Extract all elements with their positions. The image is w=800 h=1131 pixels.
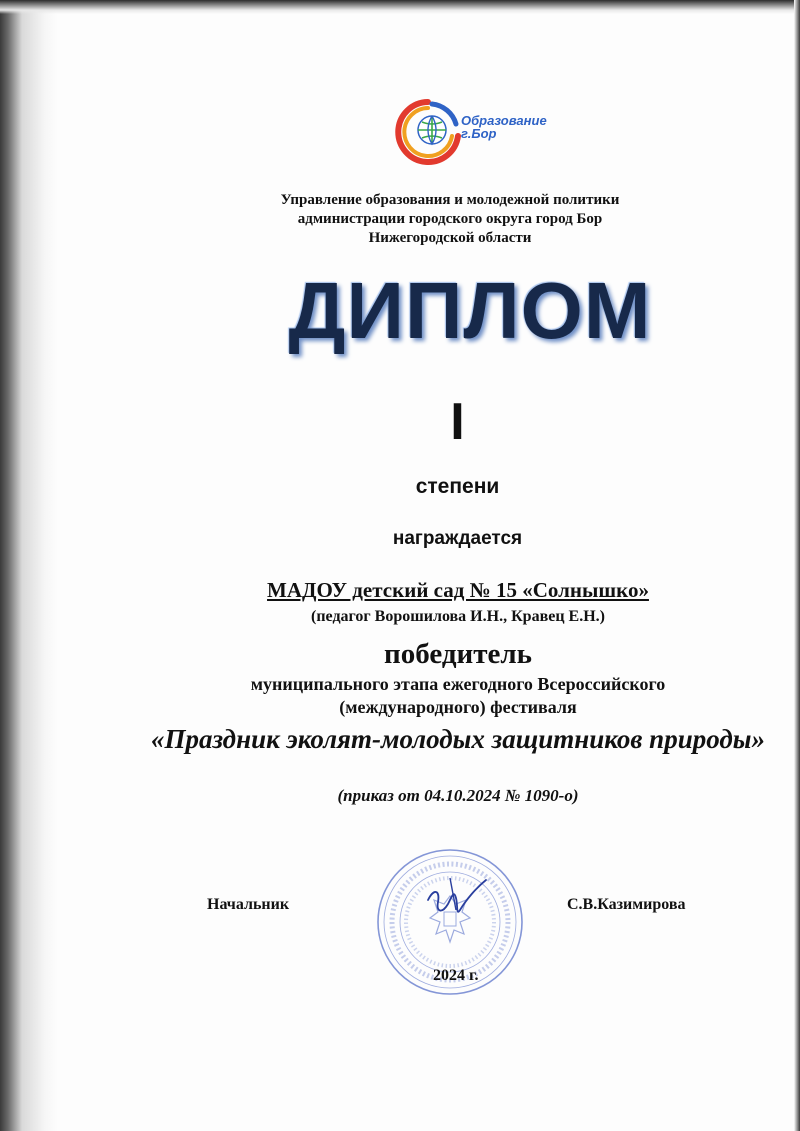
event-line1: муниципального этапа ежегодного Всероссийского	[250, 674, 666, 694]
order-reference: (приказ от 04.10.2024 № 1090-о)	[337, 786, 579, 805]
issuer-line2: администрации городского округа город Бор	[297, 211, 603, 227]
handwritten-signature-icon	[420, 870, 500, 930]
diploma-title: ДИПЛОМ	[288, 266, 652, 355]
globe-logo-icon	[392, 96, 464, 168]
signatory-role: Начальник	[207, 896, 290, 913]
scan-shadow-right	[794, 0, 800, 1131]
scan-shadow-top	[0, 0, 800, 14]
education-logo	[392, 96, 552, 168]
logo-text-line2: г.Бор	[461, 126, 497, 141]
degree-number: I	[450, 393, 465, 451]
winner-status: победитель	[384, 638, 532, 670]
degree-word: степени	[415, 475, 500, 498]
issuer-block	[230, 191, 670, 248]
logo-text-line1: Образование	[461, 113, 547, 128]
logo-text	[461, 114, 547, 140]
issue-year: 2024 г.	[433, 967, 479, 984]
scan-shadow-left	[0, 0, 58, 1131]
issuer-line1: Управление образования и молодежной политики	[280, 192, 620, 208]
event-line2: (международного) фестиваля	[339, 697, 577, 717]
teachers-line: (педагог Ворошилова И.Н., Кравец Е.Н.)	[311, 608, 605, 625]
event-description	[180, 673, 736, 719]
issuer-line3: Нижегородской области	[368, 230, 532, 246]
festival-name: «Праздник эколят-молодых защитников природы»	[151, 724, 765, 754]
signatory-name: С.В.Казимирова	[567, 896, 686, 913]
recipient-name: МАДОУ детский сад № 15 «Солнышко»	[267, 578, 649, 602]
awarded-text: награждается	[392, 528, 523, 549]
